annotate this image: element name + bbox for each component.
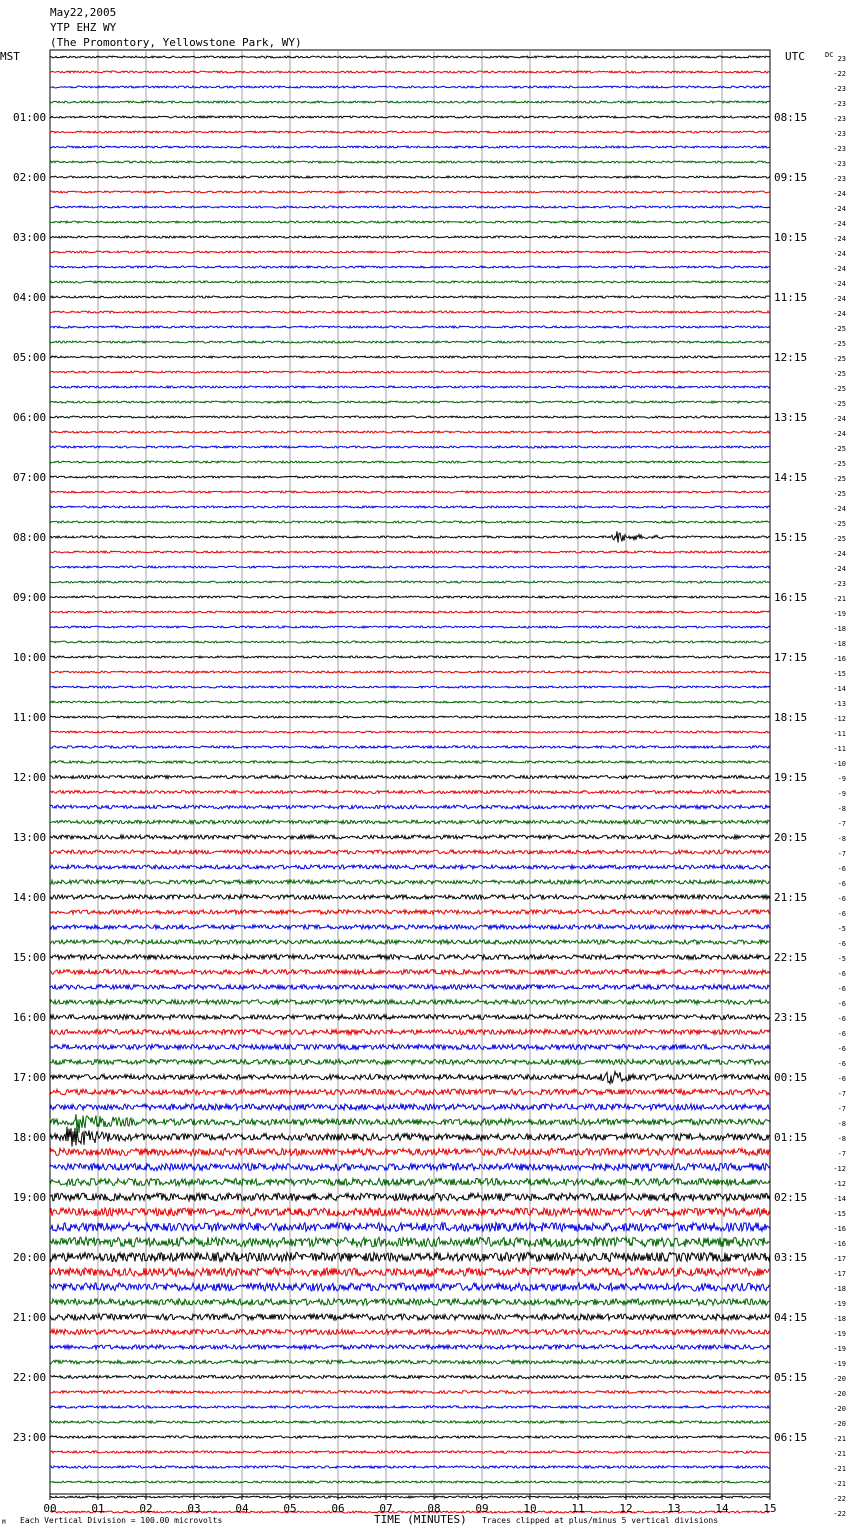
dc-offset-label: -24 — [833, 220, 846, 228]
dc-offset-label: -19 — [833, 1330, 846, 1338]
trace-row-77 — [50, 1208, 770, 1216]
left-time-label: 23:00 — [13, 1431, 47, 1444]
dc-offset-label: -24 — [833, 250, 846, 258]
x-tick-label: 13 — [667, 1502, 681, 1515]
x-tick-label: 04 — [235, 1502, 249, 1515]
trace-row-54 — [50, 865, 770, 869]
dc-offset-label: -6 — [837, 1015, 846, 1023]
trace-row-30 — [50, 506, 770, 508]
dc-offset-label: -12 — [833, 1180, 846, 1188]
trace-row-67 — [50, 1059, 770, 1064]
left-time-label: 08:00 — [13, 531, 47, 544]
dc-offset-label: -6 — [837, 865, 846, 873]
dc-offset-label: -21 — [833, 1465, 846, 1473]
trace-row-9 — [50, 191, 770, 193]
dc-offset-label: -25 — [833, 445, 846, 453]
right-time-label: 05:15 — [774, 1371, 808, 1384]
trace-row-18 — [50, 326, 770, 328]
x-tick-label: 02 — [139, 1502, 153, 1515]
trace-row-52 — [50, 835, 770, 839]
dc-offset-label: -25 — [833, 385, 846, 393]
dc-offset-label: -25 — [833, 325, 846, 333]
trace-row-13 — [50, 251, 770, 253]
trace-row-81 — [50, 1268, 770, 1276]
trace-row-86 — [50, 1345, 770, 1349]
trace-row-43 — [50, 701, 770, 703]
left-time-label: 19:00 — [13, 1191, 47, 1204]
trace-row-94 — [50, 1466, 770, 1468]
trace-row-90 — [50, 1406, 770, 1408]
dc-offset-label: -7 — [837, 1090, 846, 1098]
dc-offset-label: -8 — [837, 835, 846, 843]
right-time-label: 19:15 — [774, 771, 808, 784]
trace-row-82 — [50, 1283, 770, 1291]
left-time-label: 13:00 — [13, 831, 47, 844]
dc-offset-label: -13 — [833, 700, 846, 708]
trace-row-5 — [50, 131, 770, 133]
trace-row-60 — [50, 955, 770, 960]
dc-offset-label: -6 — [837, 985, 846, 993]
dc-offset-label: -24 — [833, 235, 846, 243]
x-tick-label: 05 — [283, 1502, 297, 1515]
x-tick-label: 00 — [43, 1502, 57, 1515]
dc-offset-label: -8 — [837, 805, 846, 813]
dc-offset-label: -20 — [833, 1390, 846, 1398]
trace-row-55 — [50, 880, 770, 884]
dc-offset-label: -22 — [833, 1510, 846, 1518]
dc-offset-label: -23 — [833, 160, 846, 168]
dc-offset-label: -16 — [833, 1240, 846, 1248]
right-time-label: 21:15 — [774, 891, 808, 904]
dc-offset-label: -24 — [833, 565, 846, 573]
trace-row-29 — [50, 491, 770, 493]
trace-row-53 — [50, 850, 770, 854]
trace-row-75 — [50, 1178, 770, 1185]
right-time-label: 16:15 — [774, 591, 808, 604]
right-time-label: 23:15 — [774, 1011, 808, 1024]
trace-row-65 — [50, 1029, 770, 1034]
dc-offset-label: -24 — [833, 430, 846, 438]
trace-row-3 — [50, 101, 770, 103]
dc-offset-label: -8 — [837, 1135, 846, 1143]
trace-row-68 — [50, 1072, 770, 1084]
trace-row-11 — [50, 221, 770, 223]
trace-row-57 — [50, 910, 770, 914]
right-time-label: 14:15 — [774, 471, 808, 484]
trace-row-83 — [50, 1299, 770, 1305]
dc-offset-label: -23 — [833, 580, 846, 588]
dc-offset-label: -24 — [833, 190, 846, 198]
trace-row-73 — [50, 1148, 770, 1155]
trace-row-71 — [50, 1114, 770, 1133]
trace-row-58 — [50, 925, 770, 929]
right-time-labels — [774, 111, 807, 1444]
left-time-label: 05:00 — [13, 351, 47, 364]
dc-offset-label: -12 — [833, 1165, 846, 1173]
dc-offset-label: -24 — [833, 205, 846, 213]
trace-row-63 — [50, 1000, 770, 1005]
dc-offset-label: -8 — [837, 1120, 846, 1128]
trace-row-15 — [50, 281, 770, 283]
trace-row-20 — [50, 356, 770, 358]
dc-offset-label: -21 — [833, 1435, 846, 1443]
trace-row-92 — [50, 1436, 770, 1438]
seismic-traces — [50, 56, 770, 1513]
right-time-label: 17:15 — [774, 651, 808, 664]
dc-offset-label: -10 — [833, 760, 846, 768]
trace-row-41 — [50, 671, 770, 673]
x-tick-label: 01 — [91, 1502, 105, 1515]
dc-offset-label: -25 — [833, 400, 846, 408]
dc-offset-label: -6 — [837, 970, 846, 978]
dc-offset-label: -25 — [833, 355, 846, 363]
x-tick-label: 14 — [715, 1502, 729, 1515]
dc-offset-label: -6 — [837, 940, 846, 948]
x-tick-label: 03 — [187, 1502, 201, 1515]
corner-mark: M — [2, 1519, 6, 1526]
dc-offset-label: -6 — [837, 1000, 846, 1008]
trace-row-74 — [50, 1163, 770, 1170]
trace-row-89 — [50, 1391, 770, 1394]
dc-offset-label: -16 — [833, 655, 846, 663]
x-axis-title: TIME (MINUTES) — [374, 1513, 467, 1526]
left-time-label: 03:00 — [13, 231, 47, 244]
dc-offset-label: -24 — [833, 550, 846, 558]
trace-row-59 — [50, 940, 770, 944]
right-time-label: 13:15 — [774, 411, 808, 424]
dc-offset-label: -25 — [833, 370, 846, 378]
left-time-label: 02:00 — [13, 171, 47, 184]
dc-offset-label: -18 — [833, 1285, 846, 1293]
trace-row-40 — [50, 656, 770, 658]
left-timezone-label: MST — [0, 50, 20, 63]
left-time-label: 22:00 — [13, 1371, 47, 1384]
right-time-label: 15:15 — [774, 531, 808, 544]
x-tick-label: 06 — [331, 1502, 345, 1515]
trace-row-50 — [50, 805, 770, 809]
trace-row-64 — [50, 1015, 770, 1020]
trace-row-62 — [50, 985, 770, 990]
dc-offset-label: -11 — [833, 730, 846, 738]
dc-offset-label: -9 — [837, 790, 846, 798]
left-time-label: 01:00 — [13, 111, 47, 124]
trace-row-93 — [50, 1451, 770, 1453]
dc-label: DC — [825, 51, 834, 59]
right-time-label: 09:15 — [774, 171, 808, 184]
trace-row-33 — [50, 551, 770, 553]
trace-row-84 — [50, 1314, 770, 1320]
dc-offset-label: -23 — [833, 115, 846, 123]
right-time-label: 03:15 — [774, 1251, 808, 1264]
dc-offset-label: -24 — [833, 415, 846, 423]
dc-offset-label: -21 — [833, 1450, 846, 1458]
dc-offset-label: -9 — [837, 775, 846, 783]
dc-offset-label: -23 — [833, 175, 846, 183]
dc-offset-label: -22 — [833, 1495, 846, 1503]
trace-row-42 — [50, 686, 770, 688]
dc-offset-label: -25 — [833, 460, 846, 468]
left-time-label: 18:00 — [13, 1131, 47, 1144]
dc-offset-label: -20 — [833, 1420, 846, 1428]
trace-row-6 — [50, 146, 770, 148]
x-tick-label: 11 — [571, 1502, 585, 1515]
dc-offset-label: -24 — [833, 265, 846, 273]
dc-offset-label: -19 — [833, 610, 846, 618]
right-time-label: 22:15 — [774, 951, 808, 964]
left-time-label: 17:00 — [13, 1071, 47, 1084]
right-time-label: 00:15 — [774, 1071, 808, 1084]
trace-row-88 — [50, 1375, 770, 1378]
trace-row-36 — [50, 596, 770, 598]
trace-row-28 — [50, 476, 770, 478]
dc-offset-label: -23 — [833, 100, 846, 108]
trace-row-7 — [50, 161, 770, 163]
trace-row-25 — [50, 431, 770, 433]
trace-row-37 — [50, 611, 770, 613]
trace-row-61 — [50, 970, 770, 975]
dc-offset-label: -12 — [833, 715, 846, 723]
left-time-labels — [13, 111, 46, 1444]
trace-row-17 — [50, 311, 770, 313]
dc-offset-label: -7 — [837, 1150, 846, 1158]
right-time-label: 01:15 — [774, 1131, 808, 1144]
dc-offset-label: -18 — [833, 1315, 846, 1323]
dc-offset-label: -23 — [833, 130, 846, 138]
dc-offset-label: -18 — [833, 625, 846, 633]
trace-row-39 — [50, 641, 770, 643]
dc-offset-label: -6 — [837, 895, 846, 903]
dc-offset-label: -23 — [833, 145, 846, 153]
trace-row-44 — [50, 716, 770, 718]
dc-offset-label: -22 — [833, 70, 846, 78]
dc-offset-label: -21 — [833, 595, 846, 603]
left-time-label: 20:00 — [13, 1251, 47, 1264]
dc-offset-label: -5 — [837, 955, 846, 963]
dc-offset-label: -17 — [833, 1270, 846, 1278]
trace-row-78 — [50, 1223, 770, 1232]
dc-offset-label: -6 — [837, 1045, 846, 1053]
right-time-label: 18:15 — [774, 711, 808, 724]
dc-offset-label: -25 — [833, 475, 846, 483]
right-time-label: 11:15 — [774, 291, 808, 304]
trace-row-72 — [50, 1127, 770, 1147]
trace-row-85 — [50, 1329, 770, 1334]
clip-note: Traces clipped at plus/minus 5 vertical divisions — [482, 1516, 719, 1525]
dc-offset-label: -18 — [833, 640, 846, 648]
left-time-label: 14:00 — [13, 891, 47, 904]
dc-offset-label: -5 — [837, 925, 846, 933]
trace-row-79 — [50, 1237, 770, 1247]
dc-offset-label: -17 — [833, 1255, 846, 1263]
trace-row-27 — [50, 461, 770, 463]
trace-row-8 — [50, 176, 770, 178]
dc-offset-label: -19 — [833, 1300, 846, 1308]
left-time-label: 07:00 — [13, 471, 47, 484]
dc-offset-label: -6 — [837, 1030, 846, 1038]
trace-row-87 — [50, 1360, 770, 1364]
trace-row-32 — [50, 531, 770, 542]
trace-row-0 — [50, 56, 770, 58]
right-time-label: 02:15 — [774, 1191, 808, 1204]
dc-offset-label: -7 — [837, 1105, 846, 1113]
trace-row-45 — [50, 731, 770, 733]
x-tick-label: 08 — [427, 1502, 441, 1515]
trace-row-69 — [50, 1089, 770, 1095]
dc-offset-label: -25 — [833, 520, 846, 528]
right-time-label: 20:15 — [774, 831, 808, 844]
dc-offset-label: -24 — [833, 280, 846, 288]
trace-row-19 — [50, 341, 770, 343]
trace-row-47 — [50, 761, 770, 763]
dc-offset-labels — [833, 55, 846, 1518]
x-tick-label: 12 — [619, 1502, 633, 1515]
dc-offset-label: -25 — [833, 490, 846, 498]
trace-row-46 — [50, 746, 770, 748]
trace-row-91 — [50, 1421, 770, 1423]
trace-row-76 — [50, 1193, 770, 1201]
dc-offset-label: -6 — [837, 1075, 846, 1083]
dc-offset-label: -14 — [833, 1195, 846, 1203]
trace-row-12 — [50, 236, 770, 238]
trace-row-10 — [50, 206, 770, 208]
x-tick-label: 09 — [475, 1502, 489, 1515]
dc-offset-label: -6 — [837, 910, 846, 918]
dc-offset-label: -15 — [833, 670, 846, 678]
trace-row-31 — [50, 521, 770, 523]
right-time-label: 10:15 — [774, 231, 808, 244]
trace-row-24 — [50, 416, 770, 418]
dc-offset-label: -19 — [833, 1360, 846, 1368]
date-label: May22,2005 — [50, 6, 117, 19]
dc-offset-label: -24 — [833, 310, 846, 318]
trace-row-1 — [50, 71, 770, 73]
dc-offset-label: -6 — [837, 880, 846, 888]
scale-note: Each Vertical Division = 100.00 microvolts — [20, 1516, 223, 1525]
dc-offset-label: -16 — [833, 1225, 846, 1233]
trace-row-23 — [50, 401, 770, 403]
dc-offset-label: -7 — [837, 820, 846, 828]
dc-offset-label: -6 — [837, 1060, 846, 1068]
trace-row-48 — [50, 775, 770, 778]
trace-row-95 — [50, 1481, 770, 1483]
dc-offset-label: -20 — [833, 1375, 846, 1383]
trace-row-70 — [50, 1104, 770, 1110]
right-time-label: 12:15 — [774, 351, 808, 364]
trace-row-2 — [50, 86, 770, 88]
trace-row-34 — [50, 566, 770, 568]
dc-offset-label: -7 — [837, 850, 846, 858]
trace-row-21 — [50, 371, 770, 373]
dc-offset-label: 23 — [837, 55, 846, 63]
trace-row-51 — [50, 820, 770, 824]
left-time-label: 11:00 — [13, 711, 47, 724]
trace-row-66 — [50, 1044, 770, 1049]
left-time-label: 12:00 — [13, 771, 47, 784]
trace-row-4 — [50, 116, 770, 118]
left-time-label: 04:00 — [13, 291, 47, 304]
location-label: (The Promontory, Yellowstone Park, WY) — [50, 36, 302, 49]
x-tick-label: 10 — [523, 1502, 537, 1515]
trace-row-80 — [50, 1252, 770, 1261]
left-time-label: 06:00 — [13, 411, 47, 424]
trace-row-35 — [50, 581, 770, 583]
trace-row-96 — [50, 1496, 770, 1498]
left-time-label: 15:00 — [13, 951, 47, 964]
x-tick-label: 15 — [763, 1502, 777, 1515]
dc-offset-label: -15 — [833, 1210, 846, 1218]
trace-row-16 — [50, 296, 770, 298]
trace-row-49 — [50, 790, 770, 793]
dc-offset-label: -24 — [833, 295, 846, 303]
right-time-label: 04:15 — [774, 1311, 808, 1324]
right-time-label: 08:15 — [774, 111, 808, 124]
dc-offset-label: -20 — [833, 1405, 846, 1413]
x-tick-label: 07 — [379, 1502, 393, 1515]
trace-row-26 — [50, 446, 770, 448]
left-time-label: 10:00 — [13, 651, 47, 664]
trace-row-56 — [50, 895, 770, 899]
dc-offset-label: -25 — [833, 340, 846, 348]
trace-row-14 — [50, 266, 770, 268]
trace-row-38 — [50, 626, 770, 628]
dc-offset-label: -23 — [833, 85, 846, 93]
left-time-label: 16:00 — [13, 1011, 47, 1024]
dc-offset-label: -11 — [833, 745, 846, 753]
right-time-label: 06:15 — [774, 1431, 808, 1444]
right-timezone-label: UTC — [785, 50, 805, 63]
dc-offset-label: -25 — [833, 535, 846, 543]
left-time-label: 21:00 — [13, 1311, 47, 1324]
dc-offset-label: -14 — [833, 685, 846, 693]
dc-offset-label: -19 — [833, 1345, 846, 1353]
trace-row-22 — [50, 386, 770, 388]
station-label: YTP EHZ WY — [50, 21, 117, 34]
dc-offset-label: -21 — [833, 1480, 846, 1488]
dc-offset-label: -24 — [833, 505, 846, 513]
left-time-label: 09:00 — [13, 591, 47, 604]
